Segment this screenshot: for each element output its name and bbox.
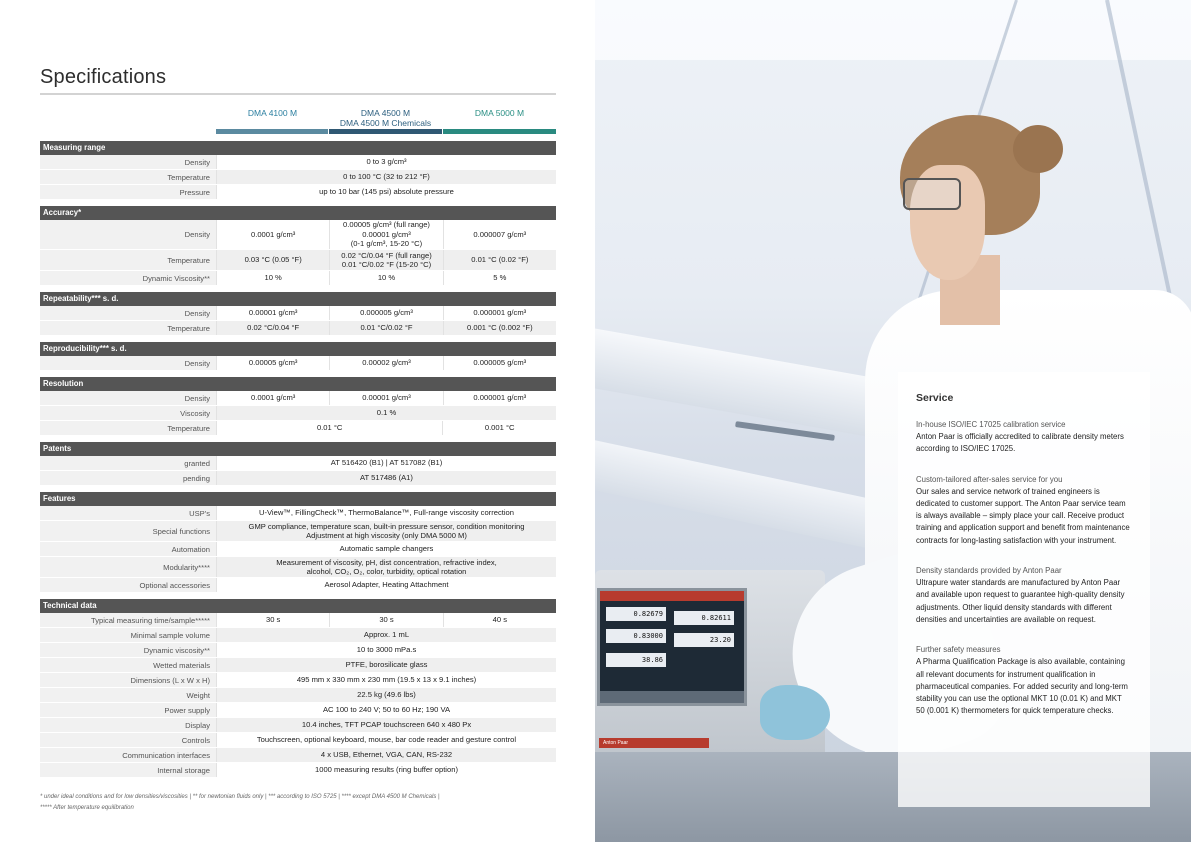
screen-value-field: 38.86 (606, 653, 666, 667)
row-label: Controls (181, 735, 210, 745)
table-cell: 0.01 °C (0.02 °F) (443, 250, 556, 270)
table-cell: 0.00001 g/cm³ (216, 306, 329, 320)
row-label: Optional accessories (139, 580, 210, 590)
row-label: Internal storage (157, 765, 210, 775)
row-values (216, 703, 556, 717)
table-row (40, 391, 556, 406)
row-values (216, 578, 556, 592)
table-row (40, 557, 556, 578)
section-header: Features (40, 492, 556, 506)
footnote-line: * under ideal conditions and for low densities/viscosities | ** for newtonian fluids only | *** according to ISO 5725 | **** except DMA 4500 M Chemicals | (40, 794, 440, 800)
table-cell: 40 s (443, 613, 556, 627)
table-cell: GMP compliance, temperature scan, built-in pressure sensor, condition monitoring Adjustment at high viscosity (only DMA 5000 M) (216, 521, 556, 541)
row-label: granted (184, 458, 210, 468)
table-cell: 0.001 °C (442, 421, 556, 435)
service-block (916, 644, 1132, 717)
table-cell: 10 to 3000 mPa.s (216, 643, 556, 657)
table-cell: 30 s (329, 613, 442, 627)
table-row (40, 658, 556, 673)
row-label: Dynamic viscosity** (143, 645, 210, 655)
screen-value-field: 23.20 (674, 633, 734, 647)
row-label: Weight (186, 690, 210, 700)
table-row (40, 456, 556, 471)
table-cell: up to 10 bar (145 psi) absolute pressure (216, 185, 556, 199)
table-cell: 0.000005 g/cm³ (443, 356, 556, 370)
table-cell: 0.00001 g/cm³ (329, 391, 442, 405)
service-panel (898, 372, 1150, 807)
table-cell: 495 mm x 330 mm x 230 mm (19.5 x 13 x 9.1 inches) (216, 673, 556, 687)
row-values (216, 542, 556, 556)
row-label: Temperature (167, 423, 210, 433)
service-subtitle: Density standards provided by Anton Paar (916, 566, 1062, 576)
row-values (216, 170, 556, 184)
section-header: Technical data (40, 599, 556, 613)
service-subtitle: Further safety measures (916, 645, 1001, 655)
table-cell: 0.03 °C (0.05 °F) (216, 250, 329, 270)
table-cell: 0.000005 g/cm³ (329, 306, 442, 320)
table-cell: 0.000007 g/cm³ (443, 220, 556, 249)
row-label: USP's (189, 508, 210, 518)
screen-title-bar (600, 591, 744, 601)
table-cell: AT 516420 (B1) | AT 517082 (B1) (216, 456, 556, 470)
column-color-bar (329, 129, 442, 134)
table-row (40, 250, 556, 271)
column-header-sublabel: DMA 4500 M Chemicals (339, 118, 432, 128)
service-body: Ultrapure water standards are manufactured by Anton Paar and available upon request to guarantee high-quality density adjustments. Other liquid density standards with different densities and uncertainties are available on request. (916, 578, 1125, 624)
table-cell: 10 % (216, 271, 329, 285)
table-cell: 22.5 kg (49.6 lbs) (216, 688, 556, 702)
page-title: Specifications (40, 66, 167, 88)
table-row (40, 703, 556, 718)
row-label: Density (184, 230, 210, 239)
table-cell: 0.01 °C/0.02 °F (329, 321, 442, 335)
service-body: Our sales and service network of trained engineers is dedicated to customer support. The Anton Paar service team is always available – simply place your call. Receive product training and application support and benefit from maintenance contracts for long-lasting satisfaction with your instrument. (916, 486, 1130, 545)
table-row (40, 688, 556, 703)
table-cell: 0.000001 g/cm³ (443, 391, 556, 405)
table-row (40, 406, 556, 421)
row-values (216, 506, 556, 520)
row-label: Density (184, 308, 210, 318)
table-cell: Approx. 1 mL (216, 628, 556, 642)
screen-button-bar (600, 691, 744, 703)
table-row (40, 306, 556, 321)
table-row (40, 220, 556, 250)
table-cell: Automatic sample changers (216, 542, 556, 556)
table-row (40, 643, 556, 658)
table-row (40, 521, 556, 542)
row-values (216, 456, 556, 470)
table-row (40, 185, 556, 200)
table-cell: Touchscreen, optional keyboard, mouse, bar code reader and gesture control (216, 733, 556, 747)
row-values (216, 391, 556, 405)
row-values (216, 643, 556, 657)
row-label: Density (184, 358, 210, 368)
row-label: Dynamic Viscosity** (142, 273, 210, 283)
table-cell: Measurement of viscosity, pH, dist concentration, refractive index, alcohol, CO₂, O₂, color, turbidity, optical rotation (216, 557, 556, 577)
column-headers (216, 108, 556, 136)
service-subtitle: In-house ISO/IEC 17025 calibration service (916, 420, 1066, 429)
table-cell: 0.0001 g/cm³ (216, 220, 329, 249)
row-label: Density (184, 393, 210, 403)
service-body: A Pharma Qualification Package is also available, containing all relevant documents for instrument qualification in pharmaceutical companies. For added security and long-term stability you can use the optional MKT 10 (0.01 K) and MKT 50 (0.001 K) thermometers for quick temperature checks. (916, 657, 1128, 716)
row-values (216, 521, 556, 541)
fume-hood-shelf (595, 440, 875, 550)
service-title: Service (916, 392, 954, 404)
table-cell: 0 to 100 °C (32 to 212 °F) (216, 170, 556, 184)
table-cell: PTFE, borosilicate glass (216, 658, 556, 672)
table-row (40, 542, 556, 557)
table-row (40, 170, 556, 185)
table-row (40, 733, 556, 748)
row-label: Power supply (164, 705, 210, 715)
table-cell: 0.00005 g/cm³ (216, 356, 329, 370)
table-cell: 30 s (216, 613, 329, 627)
service-body: Anton Paar is officially accredited to calibrate density meters according to ISO/IEC 17025. (916, 432, 1124, 454)
table-cell: 0.00005 g/cm³ (full range) 0.00001 g/cm³ (0-1 g/cm³, 15-20 °C) (329, 220, 442, 249)
column-color-bar (443, 129, 556, 134)
brand-logo: Anton Paar (599, 738, 709, 748)
table-row (40, 763, 556, 778)
footnote-line: ***** After temperature equilibration (40, 805, 134, 811)
ceiling (595, 0, 1191, 60)
row-label: Viscosity (180, 408, 210, 418)
row-label: Special functions (152, 526, 210, 536)
table-cell: 10 % (329, 271, 442, 285)
table-row (40, 471, 556, 486)
row-values (216, 763, 556, 777)
table-row (40, 321, 556, 336)
footnote (40, 792, 556, 814)
table-row (40, 506, 556, 521)
table-cell: AC 100 to 240 V; 50 to 60 Hz; 190 VA (216, 703, 556, 717)
row-values (216, 733, 556, 747)
screen-value-field: 0.82679 (606, 607, 666, 621)
screen-value-field: 0.83000 (606, 629, 666, 643)
section-header: Measuring range (40, 141, 556, 155)
row-values (216, 557, 556, 577)
row-values (216, 250, 556, 270)
row-values (216, 673, 556, 687)
table-cell: 0.02 °C/0.04 °F (full range) 0.01 °C/0.02 °F (15-20 °C) (329, 250, 442, 270)
table-row (40, 718, 556, 733)
row-values (216, 471, 556, 485)
row-values (216, 718, 556, 732)
row-label: Typical measuring time/sample***** (90, 615, 210, 625)
table-cell: 0.000001 g/cm³ (443, 306, 556, 320)
column-header-dma-4500-m (329, 108, 442, 128)
row-values (216, 613, 556, 627)
row-values (216, 220, 556, 249)
service-block (916, 474, 1132, 547)
row-values (216, 658, 556, 672)
row-values (216, 688, 556, 702)
instrument-touchscreen (597, 588, 747, 706)
table-cell: 0.1 % (216, 406, 556, 420)
screen-value-field: 0.82611 (674, 611, 734, 625)
row-label: pending (182, 473, 210, 483)
table-cell: 1000 measuring results (ring buffer option) (216, 763, 556, 777)
service-block (916, 419, 1132, 456)
table-row (40, 613, 556, 628)
table-row (40, 628, 556, 643)
hair-bun (1013, 125, 1063, 173)
table-row (40, 271, 556, 286)
row-values (216, 185, 556, 199)
specifications-table (40, 141, 556, 778)
section-header: Patents (40, 442, 556, 456)
row-label: Communication interfaces (122, 750, 210, 760)
specifications-page (0, 0, 595, 842)
column-header-label: DMA 5000 M (474, 108, 525, 118)
column-header-label: DMA 4500 M (360, 108, 411, 118)
table-cell: Aerosol Adapter, Heating Attachment (216, 578, 556, 592)
table-cell: 0.0001 g/cm³ (216, 391, 329, 405)
row-label: Temperature (167, 172, 210, 182)
row-label: Temperature (167, 255, 210, 265)
safety-goggles (903, 178, 961, 210)
column-header-dma-5000-m (443, 108, 556, 118)
table-row (40, 578, 556, 593)
table-cell: 5 % (443, 271, 556, 285)
title-divider (40, 93, 556, 95)
section-header: Repeatability*** s. d. (40, 292, 556, 306)
table-row (40, 748, 556, 763)
table-cell: AT 517486 (A1) (216, 471, 556, 485)
row-values (216, 271, 556, 285)
column-header-label: DMA 4100 M (247, 108, 298, 118)
row-values (216, 421, 556, 435)
row-values (216, 406, 556, 420)
row-label: Modularity**** (163, 562, 210, 572)
row-values (216, 321, 556, 335)
column-color-bar (216, 129, 328, 134)
column-header-dma-4100-m (216, 108, 329, 118)
row-values (216, 748, 556, 762)
table-row (40, 421, 556, 436)
row-label: Temperature (167, 323, 210, 333)
table-cell: 4 x USB, Ethernet, VGA, CAN, RS-232 (216, 748, 556, 762)
table-cell: 0.01 °C (216, 421, 442, 435)
row-label: Display (185, 720, 210, 730)
table-cell: 0.001 °C (0.002 °F) (443, 321, 556, 335)
table-cell: 0.00002 g/cm³ (329, 356, 442, 370)
row-label: Dimensions (L x W x H) (130, 675, 210, 685)
service-block (916, 565, 1132, 626)
section-header: Reproducibility*** s. d. (40, 342, 556, 356)
section-header: Accuracy* (40, 206, 556, 220)
table-cell: U-View™, FillingCheck™, ThermoBalance™, Full-range viscosity correction (216, 506, 556, 520)
row-label: Density (184, 157, 210, 167)
row-label: Pressure (179, 187, 210, 197)
row-values (216, 155, 556, 169)
table-cell: 0.02 °C/0.04 °F (216, 321, 329, 335)
row-label: Wetted materials (153, 660, 210, 670)
row-values (216, 628, 556, 642)
table-row (40, 356, 556, 371)
table-cell: 0 to 3 g/cm³ (216, 155, 556, 169)
service-subtitle: Custom-tailored after-sales service for you (916, 474, 1063, 484)
table-row (40, 155, 556, 170)
section-header: Resolution (40, 377, 556, 391)
row-values (216, 306, 556, 320)
row-values (216, 356, 556, 370)
table-row (40, 673, 556, 688)
table-cell: 10.4 inches, TFT PCAP touchscreen 640 x 480 Px (216, 718, 556, 732)
row-label: Automation (171, 544, 210, 554)
row-label: Minimal sample volume (130, 630, 210, 640)
